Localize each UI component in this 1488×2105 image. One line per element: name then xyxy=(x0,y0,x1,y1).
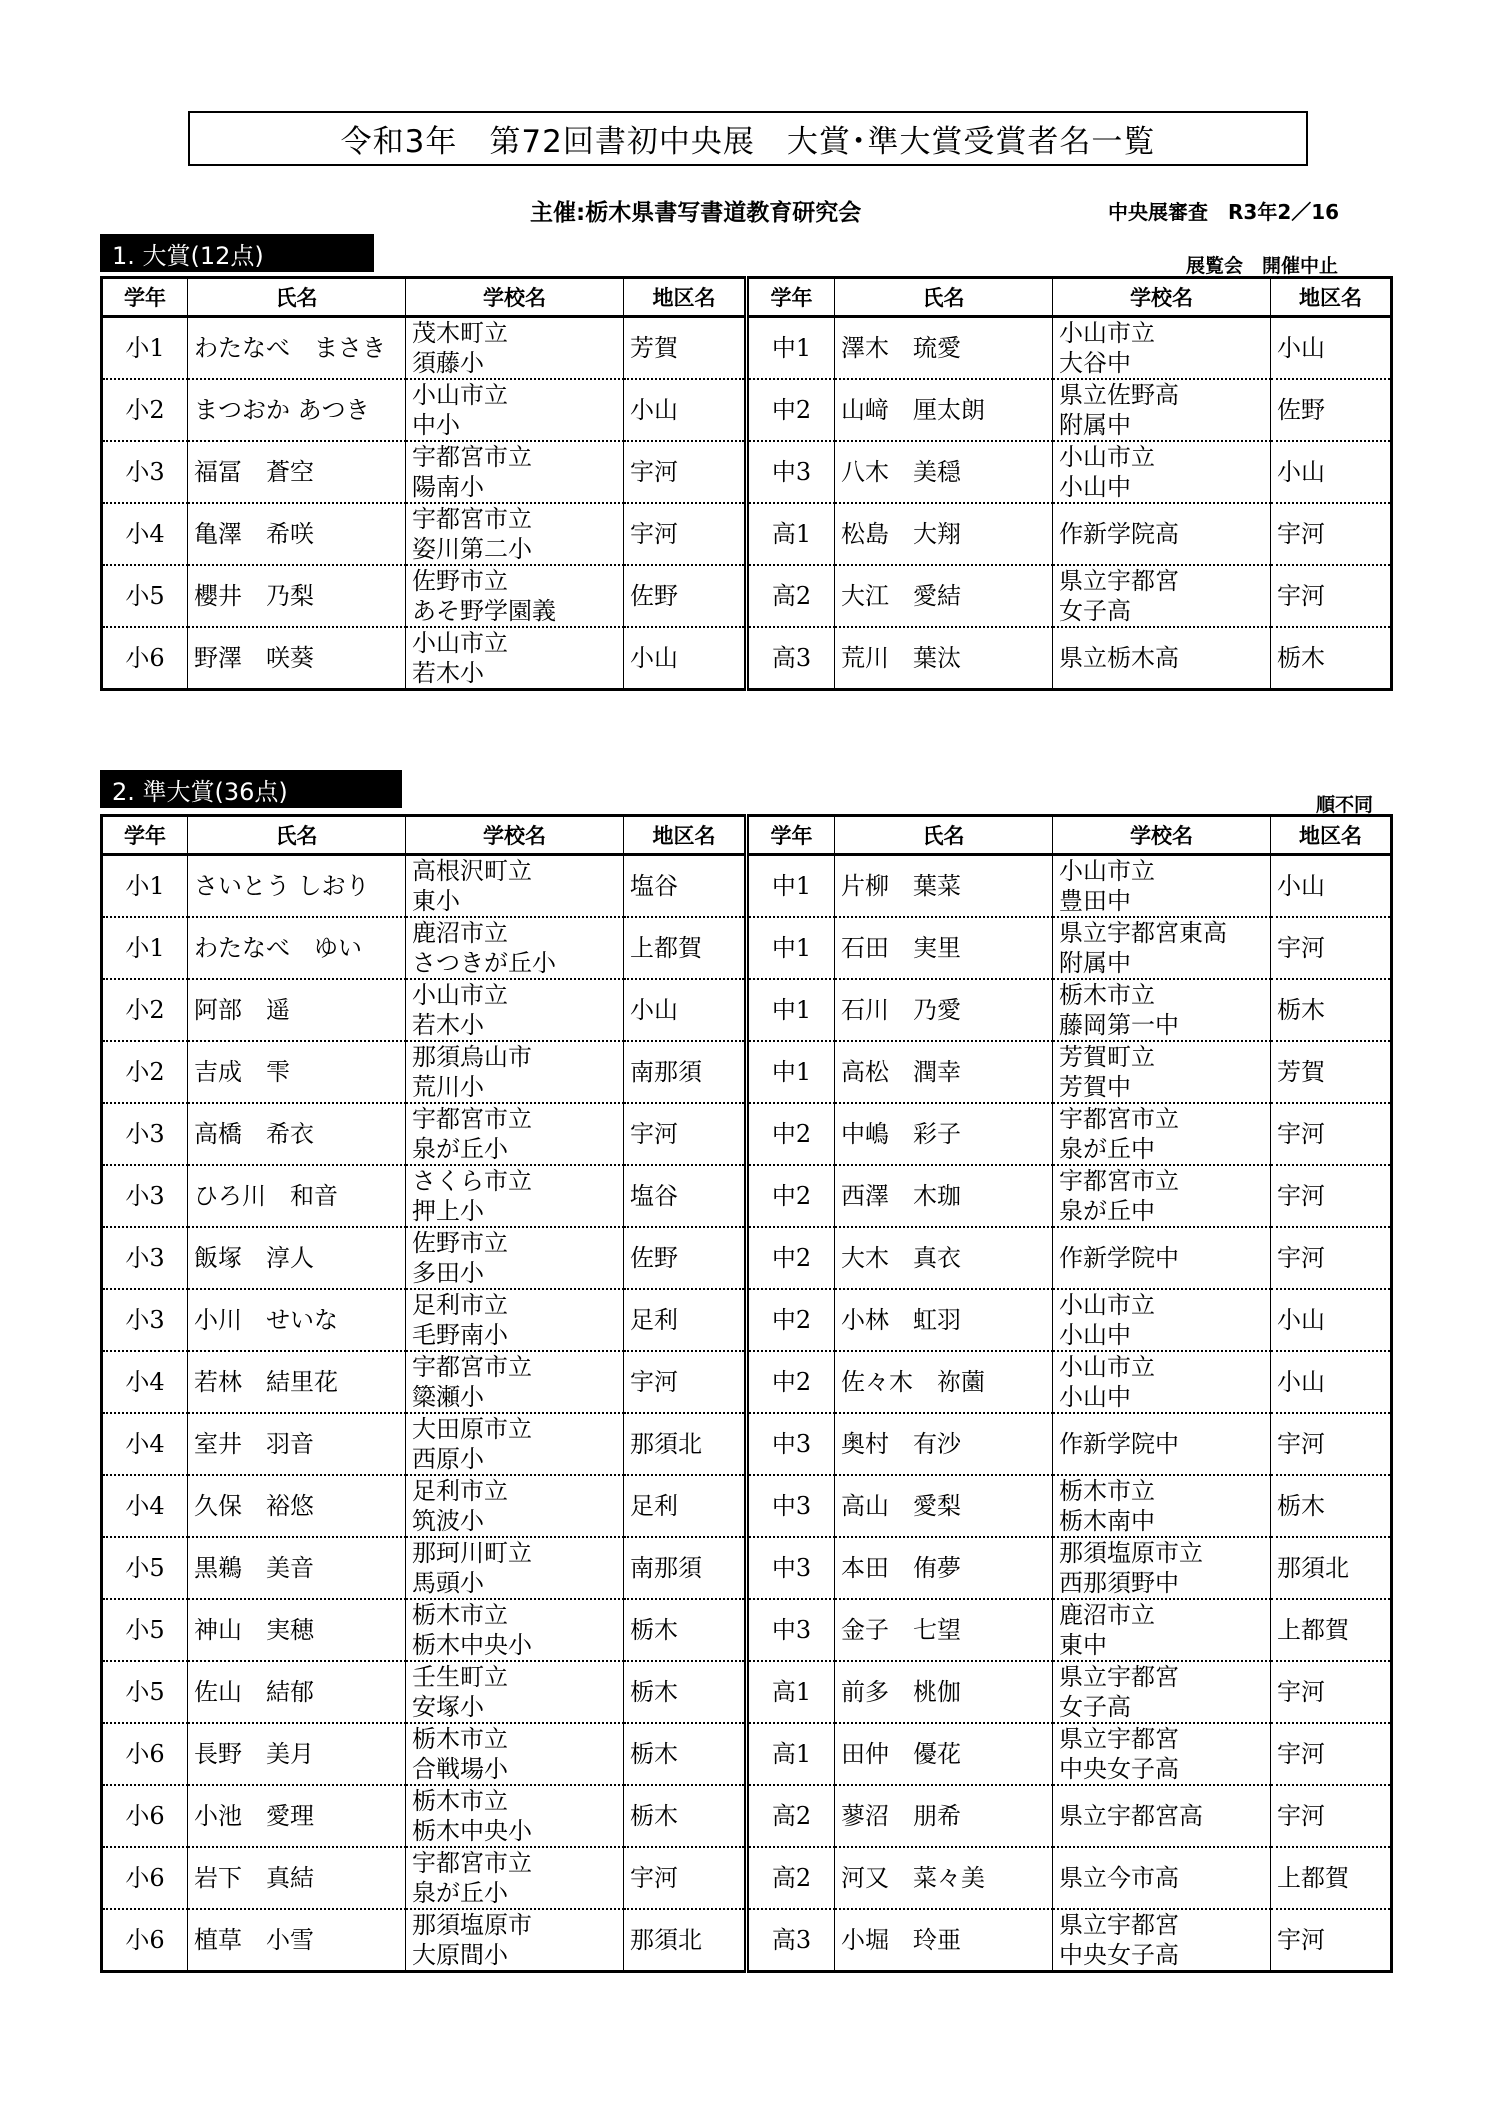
region-cell: 宇河 xyxy=(1271,565,1392,627)
table-row xyxy=(102,917,1392,979)
column-header: 学年 xyxy=(747,816,835,855)
school-cell: 宇都宮市立 姿川第二小 xyxy=(406,503,624,565)
name-cell: 高橋 希衣 xyxy=(188,1103,406,1165)
column-header: 地区名 xyxy=(1271,278,1392,317)
name-cell: 大木 真衣 xyxy=(835,1227,1053,1289)
column-header: 学校名 xyxy=(1053,278,1271,317)
region-cell: 栃木 xyxy=(624,1661,747,1723)
grade-cell: 高1 xyxy=(747,503,835,565)
name-cell: 神山 実穂 xyxy=(188,1599,406,1661)
table-row xyxy=(102,1165,1392,1227)
school-cell: 宇都宮市立 陽南小 xyxy=(406,441,624,503)
school-cell: さくら市立 押上小 xyxy=(406,1165,624,1227)
region-cell: 栃木 xyxy=(1271,979,1392,1041)
name-cell: 野澤 咲葵 xyxy=(188,627,406,690)
school-cell: 県立宇都宮 女子高 xyxy=(1053,1661,1271,1723)
region-cell: 宇河 xyxy=(1271,917,1392,979)
table-row xyxy=(102,317,1392,380)
grade-cell: 小4 xyxy=(102,1351,188,1413)
name-cell: 本田 侑夢 xyxy=(835,1537,1053,1599)
name-cell: 河又 菜々美 xyxy=(835,1847,1053,1909)
school-cell: 県立栃木高 xyxy=(1053,627,1271,690)
region-cell: 佐野 xyxy=(624,1227,747,1289)
name-cell: 前多 桃伽 xyxy=(835,1661,1053,1723)
grade-cell: 中1 xyxy=(747,1041,835,1103)
grade-cell: 中2 xyxy=(747,1103,835,1165)
school-cell: 那須塩原市立 西那須野中 xyxy=(1053,1537,1271,1599)
name-cell: 中嶋 彩子 xyxy=(835,1103,1053,1165)
table-row xyxy=(102,565,1392,627)
grade-cell: 小6 xyxy=(102,1847,188,1909)
grade-cell: 小2 xyxy=(102,979,188,1041)
name-cell: 奥村 有沙 xyxy=(835,1413,1053,1475)
region-cell: 宇河 xyxy=(624,1351,747,1413)
grade-cell: 小5 xyxy=(102,1537,188,1599)
table-header-row xyxy=(102,278,1392,317)
name-cell: 小堀 玲亜 xyxy=(835,1909,1053,1972)
school-cell: 宇都宮市立 簗瀬小 xyxy=(406,1351,624,1413)
grade-cell: 高1 xyxy=(747,1723,835,1785)
name-cell: 亀澤 希咲 xyxy=(188,503,406,565)
region-cell: 宇河 xyxy=(1271,1413,1392,1475)
table-row xyxy=(102,1289,1392,1351)
region-cell: 佐野 xyxy=(624,565,747,627)
name-cell: 小川 せいな xyxy=(188,1289,406,1351)
name-cell: 佐々木 祢薗 xyxy=(835,1351,1053,1413)
region-cell: 栃木 xyxy=(1271,1475,1392,1537)
school-cell: 県立今市高 xyxy=(1053,1847,1271,1909)
school-cell: 県立宇都宮東高 附属中 xyxy=(1053,917,1271,979)
column-header: 氏名 xyxy=(835,278,1053,317)
table-row xyxy=(102,627,1392,690)
grade-cell: 小1 xyxy=(102,317,188,380)
region-cell: 宇河 xyxy=(1271,1103,1392,1165)
region-cell: 宇河 xyxy=(624,441,747,503)
name-cell: 蓼沼 朋希 xyxy=(835,1785,1053,1847)
school-cell: 小山市立 若木小 xyxy=(406,979,624,1041)
school-cell: 県立宇都宮 女子高 xyxy=(1053,565,1271,627)
name-cell: 室井 羽音 xyxy=(188,1413,406,1475)
school-cell: 足利市立 筑波小 xyxy=(406,1475,624,1537)
grade-cell: 中3 xyxy=(747,1475,835,1537)
name-cell: 西澤 木珈 xyxy=(835,1165,1053,1227)
column-header: 学年 xyxy=(102,278,188,317)
grade-cell: 小5 xyxy=(102,565,188,627)
name-cell: 植草 小雪 xyxy=(188,1909,406,1972)
section2-note: 順不同 xyxy=(1316,794,1374,816)
school-cell: 作新学院中 xyxy=(1053,1413,1271,1475)
column-header: 地区名 xyxy=(624,278,747,317)
name-cell: 久保 裕悠 xyxy=(188,1475,406,1537)
name-cell: 飯塚 淳人 xyxy=(188,1227,406,1289)
grade-cell: 高3 xyxy=(747,627,835,690)
grade-cell: 小6 xyxy=(102,627,188,690)
name-cell: 荒川 葉汰 xyxy=(835,627,1053,690)
table-header-row xyxy=(102,816,1392,855)
grade-cell: 中3 xyxy=(747,1537,835,1599)
name-cell: まつおか あつき xyxy=(188,379,406,441)
region-cell: 佐野 xyxy=(1271,379,1392,441)
region-cell: 宇河 xyxy=(1271,1785,1392,1847)
table-row xyxy=(102,1227,1392,1289)
school-cell: 栃木市立 栃木中央小 xyxy=(406,1785,624,1847)
runner-up-table xyxy=(100,814,1393,1973)
organizer: 主催:栃木県書写書道教育研究会 xyxy=(530,200,862,226)
table-row xyxy=(102,1909,1392,1972)
name-cell: 岩下 真結 xyxy=(188,1847,406,1909)
grade-cell: 高2 xyxy=(747,1785,835,1847)
region-cell: 上都賀 xyxy=(1271,1599,1392,1661)
school-cell: 栃木市立 栃木南中 xyxy=(1053,1475,1271,1537)
name-cell: 若林 結里花 xyxy=(188,1351,406,1413)
name-cell: 石田 実里 xyxy=(835,917,1053,979)
region-cell: 宇河 xyxy=(624,1103,747,1165)
school-cell: 県立佐野高 附属中 xyxy=(1053,379,1271,441)
name-cell: 阿部 遥 xyxy=(188,979,406,1041)
grade-cell: 小5 xyxy=(102,1599,188,1661)
name-cell: 高山 愛梨 xyxy=(835,1475,1053,1537)
column-header: 学年 xyxy=(102,816,188,855)
name-cell: 石川 乃愛 xyxy=(835,979,1053,1041)
school-cell: 高根沢町立 東小 xyxy=(406,855,624,918)
school-cell: 小山市立 若木小 xyxy=(406,627,624,690)
grade-cell: 高1 xyxy=(747,1661,835,1723)
table-row xyxy=(102,1599,1392,1661)
region-cell: 栃木 xyxy=(1271,627,1392,690)
region-cell: 塩谷 xyxy=(624,855,747,918)
school-cell: 県立宇都宮高 xyxy=(1053,1785,1271,1847)
region-cell: 南那須 xyxy=(624,1537,747,1599)
school-cell: 那須塩原市 大原間小 xyxy=(406,1909,624,1972)
table-row xyxy=(102,1413,1392,1475)
region-cell: 栃木 xyxy=(624,1599,747,1661)
name-cell: 小池 愛理 xyxy=(188,1785,406,1847)
region-cell: 宇河 xyxy=(1271,1661,1392,1723)
table-row xyxy=(102,503,1392,565)
school-cell: 宇都宮市立 泉が丘小 xyxy=(406,1847,624,1909)
region-cell: 宇河 xyxy=(624,1847,747,1909)
school-cell: 小山市立 中小 xyxy=(406,379,624,441)
name-cell: 片柳 葉菜 xyxy=(835,855,1053,918)
section2-header: 2. 準大賞(36点) xyxy=(100,770,402,808)
region-cell: 宇河 xyxy=(1271,503,1392,565)
column-header: 学校名 xyxy=(406,278,624,317)
name-cell: 吉成 雫 xyxy=(188,1041,406,1103)
column-header: 学校名 xyxy=(406,816,624,855)
name-cell: 櫻井 乃梨 xyxy=(188,565,406,627)
name-cell: 高松 潤幸 xyxy=(835,1041,1053,1103)
grade-cell: 小2 xyxy=(102,379,188,441)
region-cell: 那須北 xyxy=(624,1909,747,1972)
grade-cell: 小2 xyxy=(102,1041,188,1103)
grade-cell: 中3 xyxy=(747,441,835,503)
grade-cell: 中2 xyxy=(747,379,835,441)
school-cell: 栃木市立 合戦場小 xyxy=(406,1723,624,1785)
review-date: 中央展審査 R3年2／16 xyxy=(1108,200,1340,224)
grade-cell: 小3 xyxy=(102,1165,188,1227)
column-header: 氏名 xyxy=(188,816,406,855)
grade-cell: 小4 xyxy=(102,1475,188,1537)
table-row xyxy=(102,441,1392,503)
school-cell: 鹿沼市立 東中 xyxy=(1053,1599,1271,1661)
grade-cell: 中1 xyxy=(747,855,835,918)
region-cell: 足利 xyxy=(624,1289,747,1351)
region-cell: 南那須 xyxy=(624,1041,747,1103)
grade-cell: 中2 xyxy=(747,1351,835,1413)
school-cell: 小山市立 小山中 xyxy=(1053,1351,1271,1413)
column-header: 氏名 xyxy=(835,816,1053,855)
name-cell: 松島 大翔 xyxy=(835,503,1053,565)
grade-cell: 高2 xyxy=(747,565,835,627)
column-header: 学年 xyxy=(747,278,835,317)
grade-cell: 中1 xyxy=(747,979,835,1041)
name-cell: 大江 愛結 xyxy=(835,565,1053,627)
table-row xyxy=(102,1537,1392,1599)
school-cell: 大田原市立 西原小 xyxy=(406,1413,624,1475)
region-cell: 小山 xyxy=(1271,1289,1392,1351)
grade-cell: 小3 xyxy=(102,441,188,503)
region-cell: 宇河 xyxy=(1271,1227,1392,1289)
grade-cell: 小1 xyxy=(102,855,188,918)
grade-cell: 中2 xyxy=(747,1165,835,1227)
region-cell: 宇河 xyxy=(624,503,747,565)
region-cell: 小山 xyxy=(624,627,747,690)
school-cell: 作新学院高 xyxy=(1053,503,1271,565)
school-cell: 栃木市立 栃木中央小 xyxy=(406,1599,624,1661)
table-row xyxy=(102,1041,1392,1103)
region-cell: 小山 xyxy=(1271,441,1392,503)
name-cell: 田仲 優花 xyxy=(835,1723,1053,1785)
grade-cell: 小5 xyxy=(102,1661,188,1723)
region-cell: 宇河 xyxy=(1271,1909,1392,1972)
grade-cell: 小3 xyxy=(102,1289,188,1351)
table-row xyxy=(102,1661,1392,1723)
grade-cell: 小6 xyxy=(102,1909,188,1972)
table-row xyxy=(102,1103,1392,1165)
region-cell: 上都賀 xyxy=(1271,1847,1392,1909)
grade-cell: 小1 xyxy=(102,917,188,979)
grade-cell: 中2 xyxy=(747,1289,835,1351)
table-row xyxy=(102,979,1392,1041)
grade-cell: 小3 xyxy=(102,1227,188,1289)
school-cell: 小山市立 大谷中 xyxy=(1053,317,1271,380)
school-cell: 小山市立 小山中 xyxy=(1053,1289,1271,1351)
school-cell: 小山市立 豊田中 xyxy=(1053,855,1271,918)
name-cell: 佐山 結郁 xyxy=(188,1661,406,1723)
school-cell: 作新学院中 xyxy=(1053,1227,1271,1289)
name-cell: 山﨑 厘太朗 xyxy=(835,379,1053,441)
grade-cell: 中3 xyxy=(747,1599,835,1661)
grand-prize-table xyxy=(100,276,1393,691)
region-cell: 那須北 xyxy=(624,1413,747,1475)
grade-cell: 小3 xyxy=(102,1103,188,1165)
school-cell: 壬生町立 安塚小 xyxy=(406,1661,624,1723)
table-row xyxy=(102,1847,1392,1909)
region-cell: 芳賀 xyxy=(624,317,747,380)
school-cell: 茂木町立 須藤小 xyxy=(406,317,624,380)
school-cell: 那須烏山市 荒川小 xyxy=(406,1041,624,1103)
name-cell: 福冨 蒼空 xyxy=(188,441,406,503)
section1-header: 1. 大賞(12点) xyxy=(100,234,374,272)
region-cell: 塩谷 xyxy=(624,1165,747,1227)
name-cell: わたなべ ゆい xyxy=(188,917,406,979)
grade-cell: 中1 xyxy=(747,317,835,380)
column-header: 氏名 xyxy=(188,278,406,317)
name-cell: 黒鵜 美音 xyxy=(188,1537,406,1599)
region-cell: 小山 xyxy=(1271,317,1392,380)
school-cell: 佐野市立 多田小 xyxy=(406,1227,624,1289)
grade-cell: 高3 xyxy=(747,1909,835,1972)
region-cell: 小山 xyxy=(624,379,747,441)
name-cell: 八木 美穏 xyxy=(835,441,1053,503)
name-cell: 澤木 琉愛 xyxy=(835,317,1053,380)
school-cell: 県立宇都宮 中央女子高 xyxy=(1053,1723,1271,1785)
region-cell: 那須北 xyxy=(1271,1537,1392,1599)
column-header: 地区名 xyxy=(1271,816,1392,855)
school-cell: 県立宇都宮 中央女子高 xyxy=(1053,1909,1271,1972)
name-cell: ひろ川 和音 xyxy=(188,1165,406,1227)
table-row xyxy=(102,379,1392,441)
region-cell: 栃木 xyxy=(624,1723,747,1785)
region-cell: 小山 xyxy=(1271,855,1392,918)
region-cell: 上都賀 xyxy=(624,917,747,979)
school-cell: 宇都宮市立 泉が丘中 xyxy=(1053,1103,1271,1165)
school-cell: 宇都宮市立 泉が丘中 xyxy=(1053,1165,1271,1227)
region-cell: 芳賀 xyxy=(1271,1041,1392,1103)
table-row xyxy=(102,1475,1392,1537)
page-title: 令和3年 第72回書初中央展 大賞･準大賞受賞者名一覧 xyxy=(188,111,1308,166)
school-cell: 佐野市立 あそ野学園義 xyxy=(406,565,624,627)
name-cell: わたなべ まさき xyxy=(188,317,406,380)
grade-cell: 中1 xyxy=(747,917,835,979)
region-cell: 宇河 xyxy=(1271,1723,1392,1785)
column-header: 学校名 xyxy=(1053,816,1271,855)
grade-cell: 高2 xyxy=(747,1847,835,1909)
region-cell: 小山 xyxy=(1271,1351,1392,1413)
grade-cell: 小6 xyxy=(102,1785,188,1847)
school-cell: 芳賀町立 芳賀中 xyxy=(1053,1041,1271,1103)
name-cell: 小林 虹羽 xyxy=(835,1289,1053,1351)
region-cell: 宇河 xyxy=(1271,1165,1392,1227)
table-row xyxy=(102,855,1392,918)
section1-note: 展覧会 開催中止 xyxy=(1186,255,1339,277)
region-cell: 小山 xyxy=(624,979,747,1041)
school-cell: 那珂川町立 馬頭小 xyxy=(406,1537,624,1599)
grade-cell: 中3 xyxy=(747,1413,835,1475)
school-cell: 足利市立 毛野南小 xyxy=(406,1289,624,1351)
grade-cell: 小4 xyxy=(102,1413,188,1475)
column-header: 地区名 xyxy=(624,816,747,855)
school-cell: 鹿沼市立 さつきが丘小 xyxy=(406,917,624,979)
school-cell: 小山市立 小山中 xyxy=(1053,441,1271,503)
school-cell: 栃木市立 藤岡第一中 xyxy=(1053,979,1271,1041)
table-row xyxy=(102,1785,1392,1847)
grade-cell: 中2 xyxy=(747,1227,835,1289)
name-cell: 長野 美月 xyxy=(188,1723,406,1785)
region-cell: 栃木 xyxy=(624,1785,747,1847)
grade-cell: 小4 xyxy=(102,503,188,565)
table-row xyxy=(102,1723,1392,1785)
name-cell: 金子 七望 xyxy=(835,1599,1053,1661)
region-cell: 足利 xyxy=(624,1475,747,1537)
table-row xyxy=(102,1351,1392,1413)
grade-cell: 小6 xyxy=(102,1723,188,1785)
school-cell: 宇都宮市立 泉が丘小 xyxy=(406,1103,624,1165)
name-cell: さいとう しおり xyxy=(188,855,406,918)
